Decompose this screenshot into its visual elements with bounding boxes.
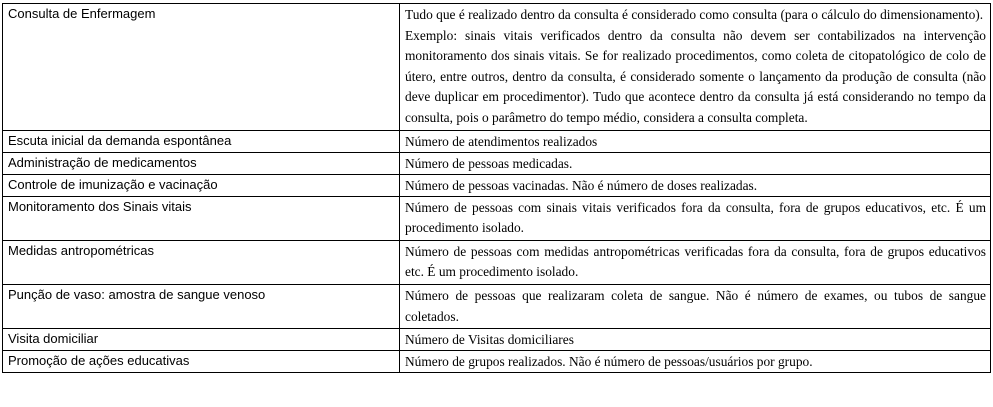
description-paragraph: Exemplo: sinais vitais verificados dentro da consulta não devem ser contabilizados na intervenção monitoramento dos sinais vitais. Se for realizado procedimentos, como coleta de citopatológico de colo de útero, entre outros, dentro da consulta, é considerado somente o lançamento da produção de consulta (não deve duplicar em procedimentor). Tudo que acontece dentro da consulta já está considerando no tempo da consulta, pois o parâmetro do tempo médio, considera a consulta completa. [405, 27, 986, 125]
table-row [3, 351, 991, 373]
table-row [3, 130, 991, 152]
table-row [3, 196, 991, 240]
table-row [3, 329, 991, 351]
activity-cell: Medidas antropométricas [3, 240, 400, 284]
description-cell: Número de pessoas vacinadas. Não é número de doses realizadas. [400, 174, 991, 196]
description-cell: Número de Visitas domiciliares [400, 329, 991, 351]
activity-cell: Escuta inicial da demanda espontânea [3, 130, 400, 152]
description-cell: Número de pessoas com sinais vitais verificados fora da consulta, fora de grupos educativos, etc. É um procedimento isolado. [400, 196, 991, 240]
activity-cell: Visita domiciliar [3, 329, 400, 351]
description-cell: Número de pessoas medicadas. [400, 152, 991, 174]
activity-parameter-table [2, 3, 991, 373]
description-cell: Número de grupos realizados. Não é número de pessoas/usuários por grupo. [400, 351, 991, 373]
activity-cell: Punção de vaso: amostra de sangue venoso [3, 284, 400, 328]
description-cell [400, 4, 991, 131]
description-paragraph: Tudo que é realizado dentro da consulta é considerado como consulta (para o cálculo do dimensionamento). [405, 7, 984, 22]
description-cell: Número de pessoas que realizaram coleta de sangue. Não é número de exames, ou tubos de sangue coletados. [400, 284, 991, 328]
activity-cell: Promoção de ações educativas [3, 351, 400, 373]
activity-cell: Consulta de Enfermagem [3, 4, 400, 131]
table-row [3, 174, 991, 196]
activity-cell: Administração de medicamentos [3, 152, 400, 174]
description-cell: Número de pessoas com medidas antropométricas verificadas fora da consulta, fora de grupos educativos etc. É um procedimento isolado. [400, 240, 991, 284]
description-cell: Número de atendimentos realizados [400, 130, 991, 152]
table-row [3, 4, 991, 131]
table-row [3, 152, 991, 174]
activity-cell: Monitoramento dos Sinais vitais [3, 196, 400, 240]
table-row [3, 284, 991, 328]
table-row [3, 240, 991, 284]
activity-cell: Controle de imunização e vacinação [3, 174, 400, 196]
